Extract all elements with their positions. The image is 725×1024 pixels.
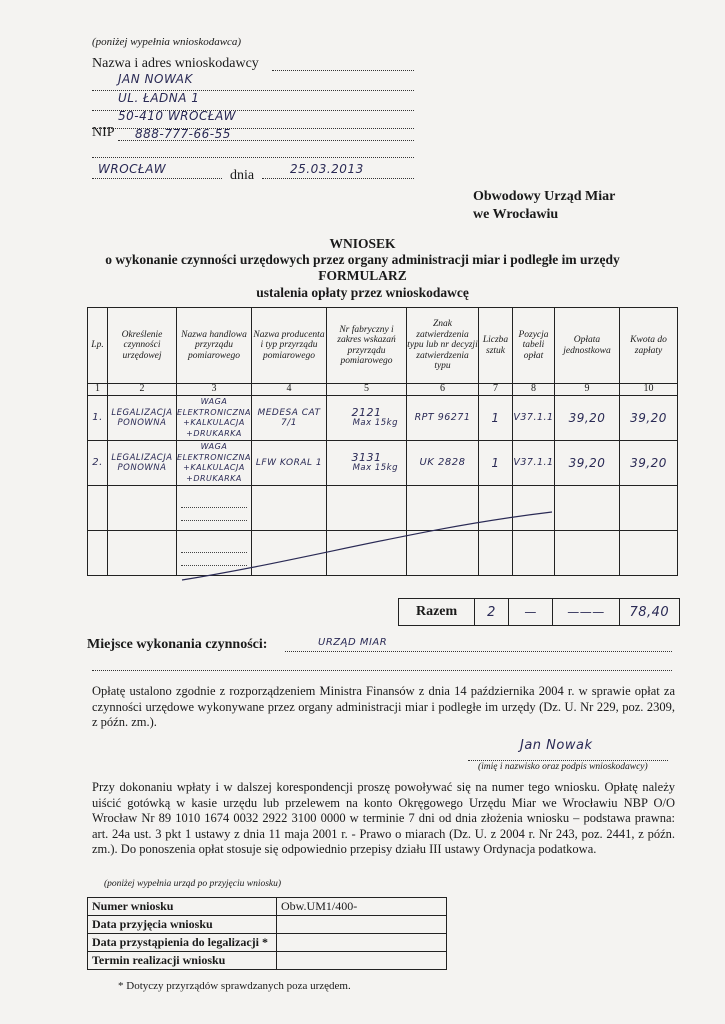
row-position[interactable]: V37.1.1 (513, 441, 555, 486)
date-value[interactable]: 25.03.2013 (290, 162, 364, 176)
row-serial-cell[interactable] (327, 396, 407, 441)
header-note: (poniżej wypełnia wnioskodawca) (92, 36, 242, 48)
date-label: dnia (230, 168, 255, 183)
row-approval[interactable]: RPT 96271 (407, 396, 479, 441)
col-number: 8 (513, 384, 555, 396)
table-row (88, 441, 678, 486)
heading-formularz: FORMULARZ (318, 268, 407, 283)
col-number: 3 (177, 384, 252, 396)
row-qty[interactable]: 1 (479, 441, 513, 486)
cancel-strike-line (87, 500, 687, 590)
row-lp: 1. (88, 396, 108, 441)
col-number: 5 (327, 384, 407, 396)
col-header: Liczba sztuk (479, 308, 513, 384)
heading-wniosek: WNIOSEK (329, 236, 396, 251)
col-header: Nr fabryczny i zakres wskazań przyrządu pomiarowego (327, 308, 407, 384)
table-row (88, 396, 678, 441)
total-dash-position: — (509, 599, 554, 625)
office-row (88, 952, 447, 970)
col-number: 4 (252, 384, 327, 396)
row-trade-name[interactable]: WAGA ELEKTRONICZNA +KALKULACJA +DRUKARKA (177, 396, 252, 441)
col-header: Kwota do zapłaty (620, 308, 678, 384)
col-number: 2 (108, 384, 177, 396)
receipt-date[interactable] (277, 916, 447, 934)
total-label: Razem (399, 599, 475, 625)
table-header-row (88, 308, 678, 384)
row-maker[interactable]: LFW KORAL 1 (252, 441, 327, 486)
nip-label: NIP (92, 125, 115, 140)
col-header: Lp. (88, 308, 108, 384)
row-serial: 2121 (351, 405, 382, 419)
col-number: 7 (479, 384, 513, 396)
office-row (88, 898, 447, 916)
office-row (88, 916, 447, 934)
nip-value[interactable]: 888-777-66-55 (135, 127, 231, 141)
office-label: Termin realizacji wniosku (88, 952, 277, 970)
col-number: 10 (620, 384, 678, 396)
col-header: Nazwa producenta i typ przyrządu pomiarowego (252, 308, 327, 384)
col-number: 9 (555, 384, 620, 396)
row-qty[interactable]: 1 (479, 396, 513, 441)
office-row (88, 934, 447, 952)
heading-subtitle: o wykonanie czynności urzędowych przez organy administracji miar i podległe im urzędy (105, 252, 620, 267)
footnote: * Dotyczy przyrządów sprawdzanych poza urzędem. (118, 980, 351, 992)
application-number[interactable]: Obw.UM1/400- (277, 898, 447, 916)
office-table (87, 897, 447, 970)
recipient-line1: Obwodowy Urząd Miar (473, 189, 616, 204)
office-label: Numer wniosku (88, 898, 277, 916)
office-note: (poniżej wypełnia urząd po przyjęciu wniosku) (104, 879, 282, 889)
column-number-row (88, 384, 678, 396)
col-header: Znak zatwierdzenia typu lub nr decyzji zatwierdzenia typu (407, 308, 479, 384)
col-header: Określenie czynności urzędowej (108, 308, 177, 384)
legalization-date[interactable] (277, 934, 447, 952)
applicant-street[interactable]: UL. ŁADNA 1 (118, 91, 200, 105)
fee-regulation-text: Opłatę ustalono zgodnie z rozporządzeniem Ministra Finansów z dnia 14 października 2004 r. w sprawie opłat za czynności urzędowe wykonywane przez organy administracji miar i podległe im urzędy (Dz. U. Nr 229, poz. 2309, z późn. zm.). (92, 684, 675, 729)
applicant-name[interactable]: JAN NOWAK (118, 72, 193, 86)
row-range: Max 15kg (352, 418, 398, 428)
row-action[interactable]: LEGALIZACJA PONOWNA (108, 441, 177, 486)
row-range: Max 15kg (352, 463, 398, 473)
row-unit-fee[interactable]: 39,20 (555, 396, 620, 441)
place-of-work[interactable]: URZĄD MIAR (318, 637, 388, 648)
col-number: 1 (88, 384, 108, 396)
recipient-line2: we Wrocławiu (473, 207, 559, 222)
col-header: Pozycja tabeli opłat (513, 308, 555, 384)
row-amount[interactable]: 39,20 (620, 441, 678, 486)
row-maker[interactable]: MEDESA CAT 7/1 (252, 396, 327, 441)
office-label: Data przyjęcia wniosku (88, 916, 277, 934)
row-unit-fee[interactable]: 39,20 (555, 441, 620, 486)
total-dash-unit: ——— (553, 599, 619, 625)
applicant-signature[interactable]: Jan Nowak (520, 738, 593, 753)
office-label: Data przystąpienia do legalizacji * (88, 934, 277, 952)
row-trade-name[interactable]: WAGA ELEKTRONICZNA +KALKULACJA +DRUKARKA (177, 441, 252, 486)
applicant-city[interactable]: 50-410 WROCŁAW (118, 109, 236, 123)
signature-caption: (imię i nazwisko oraz podpis wnioskodawcy) (478, 762, 648, 772)
row-action[interactable]: LEGALIZACJA PONOWNA (108, 396, 177, 441)
payment-instructions: Przy dokonaniu wpłaty i w dalszej korespondencji proszę powoływać się na numer tego wniosku. Opłatę należy uiścić gotówką w kasie urzędu lub przelewem na konto Okręgowego Urzędu Miar we Wrocławiu NBP O/O Wrocław Nr 89 1010 1674 0032 2922 3100 0000 w terminie 7 dni od dnia złożenia wniosku – podstawa prawna: art. 24a ust. 3 pkt 1 ustawy z dnia 11 maja 2001 r. - Prawo o miarach (Dz. U. z 2004 r. Nr 243, poz. 2441, z późn. zm.). Do ponoszenia opłat stosuje się odpowiednio przepisy działu III ustawy Ordynacja podatkowa. (92, 780, 675, 856)
total-qty[interactable]: 2 (475, 599, 509, 625)
col-header: Nazwa handlowa przyrządu pomiarowego (177, 308, 252, 384)
place-label: Miejsce wykonania czynności: (87, 637, 268, 652)
applicant-label: Nazwa i adres wnioskodawcy (92, 56, 259, 71)
completion-deadline[interactable] (277, 952, 447, 970)
recipient (473, 188, 615, 224)
row-amount[interactable]: 39,20 (620, 396, 678, 441)
total-amount[interactable]: 78,40 (629, 604, 670, 620)
row-position[interactable]: V37.1.1 (513, 396, 555, 441)
place-value[interactable]: WROCŁAW (98, 162, 167, 176)
row-approval[interactable]: UK 2828 (407, 441, 479, 486)
row-serial-cell[interactable] (327, 441, 407, 486)
row-serial: 3131 (351, 450, 382, 464)
col-header: Opłata jednostkowa (555, 308, 620, 384)
row-lp: 2. (88, 441, 108, 486)
col-number: 6 (407, 384, 479, 396)
total-row (398, 598, 680, 626)
heading-fee: ustalenia opłaty przez wnioskodawcę (256, 285, 469, 300)
